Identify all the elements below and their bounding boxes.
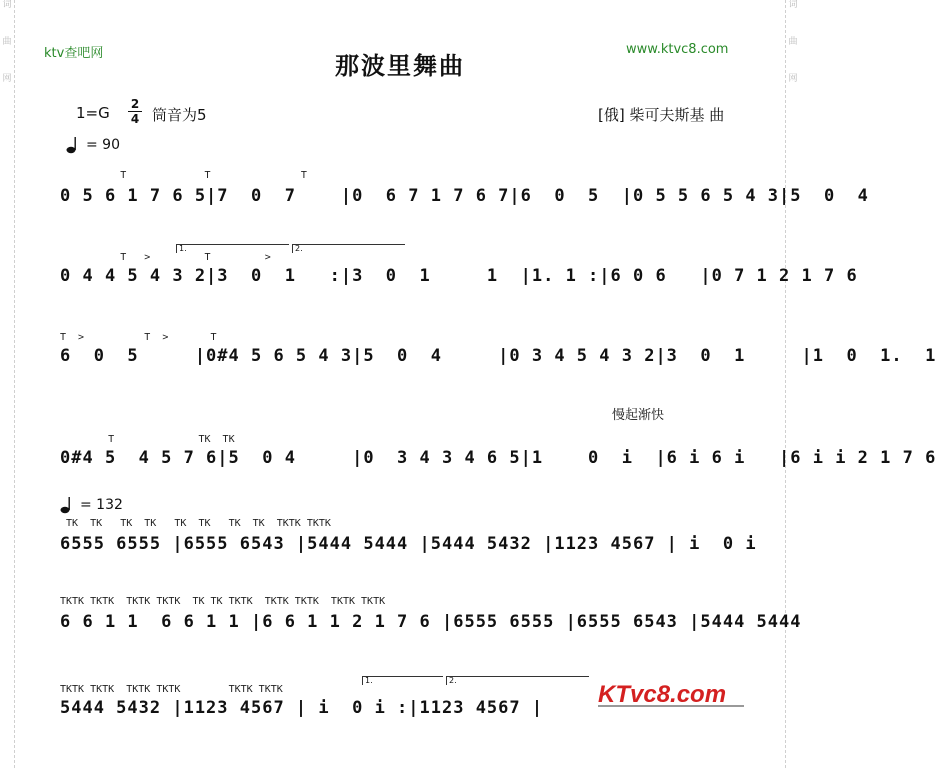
site-name-left[interactable]: ktv查吧网 bbox=[44, 46, 104, 61]
watermark-char: 词 bbox=[2, 0, 12, 10]
tempo-value: = 132 bbox=[80, 497, 123, 513]
score-line: 5444 5432 |1123 4567 | i 0 i :|1123 4567 | bbox=[60, 698, 544, 718]
watermark-char: 词 bbox=[788, 0, 798, 10]
watermark-char: 网 bbox=[788, 74, 798, 84]
key-signature: 1=G bbox=[76, 104, 110, 122]
articulation-row: T > T > T bbox=[60, 332, 217, 343]
articulation-row: T TK TK bbox=[60, 434, 235, 445]
site-logo-text: KTvc8.com bbox=[598, 681, 727, 708]
quarter-note-icon bbox=[66, 136, 80, 154]
composer-credit: [俄] 柴可夫斯基 曲 bbox=[598, 106, 725, 124]
site-url-right[interactable]: www.ktvc8.com bbox=[626, 42, 729, 57]
volta-bracket-second: 2. bbox=[446, 676, 589, 685]
quarter-note-icon bbox=[60, 496, 74, 514]
watermark-column-left bbox=[0, 0, 15, 768]
score-line: 0 4 4 5 4 3 2|3 0 1 :|3 0 1 1 |1. 1 :|6 0 6 |0 7 1 2 1 7 6 bbox=[60, 266, 858, 286]
watermark-char: 网 bbox=[2, 74, 12, 84]
time-signature bbox=[128, 98, 142, 125]
tempo-marking bbox=[60, 496, 123, 514]
volta-bracket-first: 1. bbox=[176, 244, 289, 253]
watermark-char: 曲 bbox=[788, 37, 798, 47]
score-line: 6 0 5 |0#4 5 6 5 4 3|5 0 4 |0 3 4 5 4 3 2|3 0 1 |1 0 1. 1 bbox=[60, 346, 936, 366]
articulation-row: TKTK TKTK TKTK TKTK TKTK TKTK bbox=[60, 684, 283, 695]
articulation-row: TKTK TKTK TKTK TKTK TK TK TKTK TKTK TKTK TKTK TKTK bbox=[60, 596, 386, 607]
volta-bracket-first: 1. bbox=[362, 676, 443, 685]
tuning-note: 筒音为5 bbox=[152, 106, 207, 124]
time-signature-bottom: 4 bbox=[130, 112, 140, 126]
tempo-value: = 90 bbox=[86, 137, 120, 153]
tempo-marking bbox=[66, 136, 120, 154]
score-line: 6 6 1 1 6 6 1 1 |6 6 1 1 2 1 7 6 |6555 6555 |6555 6543 |5444 5444 bbox=[60, 612, 802, 632]
watermark-column-right bbox=[785, 0, 800, 768]
watermark-char: 曲 bbox=[2, 37, 12, 47]
articulation-row: T > T > bbox=[60, 252, 271, 263]
volta-bracket-second: 2. bbox=[292, 244, 405, 253]
time-signature-top: 2 bbox=[130, 97, 140, 111]
score-line: 6555 6555 |6555 6543 |5444 5444 |5444 5432 |1123 4567 | i 0 i bbox=[60, 534, 757, 554]
site-logo bbox=[596, 678, 746, 712]
score-line: 0 5 6 1 7 6 5|7 0 7 |0 6 7 1 7 6 7|6 0 5 |0 5 5 6 5 4 3|5 0 4 bbox=[60, 186, 869, 206]
page-title: 那波里舞曲 bbox=[335, 52, 465, 80]
expression-marking: 慢起渐快 bbox=[612, 408, 665, 423]
articulation-row: TK TK TK TK TK TK TK TK TKTK TKTK bbox=[60, 518, 331, 529]
score-line: 0#4 5 4 5 7 6|5 0 4 |0 3 4 3 4 6 5|1 0 i |6 i 6 i |6 i i 2 1 7 6 bbox=[60, 448, 936, 468]
articulation-row: T T T bbox=[60, 170, 307, 181]
